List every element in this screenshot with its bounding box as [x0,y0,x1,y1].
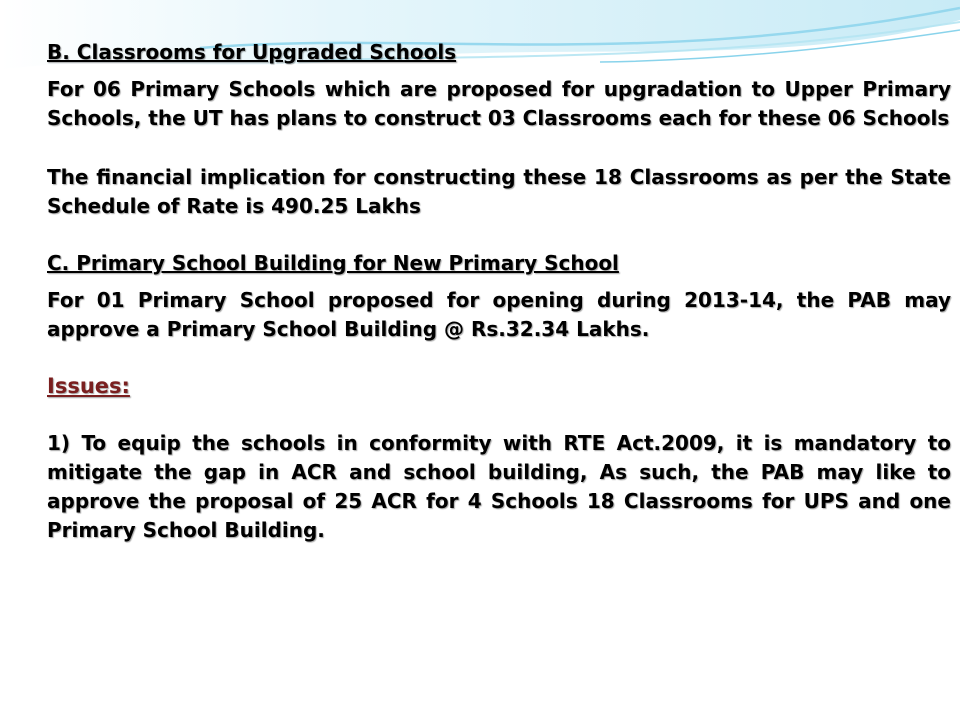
section-b-heading: B. Classrooms for Upgraded Schools [47,40,457,64]
issues-paragraph: 1) To equip the schools in conformity with RTE Act.2009, it is mandatory to mitigate the gap in ACR and school building, As such, the PAB may like to approve the proposal of 25 ACR for 4 Schools 18 Classrooms for UPS and one Primary School Building. [47,431,951,542]
section-c-paragraph: For 01 Primary School proposed for opening during 2013-14, the PAB may approve a Primary School Building @ Rs.32.34 Lakhs. [47,288,951,341]
section-b-paragraph-1: For 06 Primary Schools which are proposed for upgradation to Upper Primary Schools, the UT has plans to construct 03 Classrooms each for these 06 Schools [47,77,951,130]
slide-content [47,38,951,545]
issues-heading: Issues: [47,374,130,398]
section-c-heading: C. Primary School Building for New Primary School [47,251,619,275]
section-b-paragraph-2: The financial implication for constructing these 18 Classrooms as per the State Schedule of Rate is 490.25 Lakhs [47,165,951,218]
